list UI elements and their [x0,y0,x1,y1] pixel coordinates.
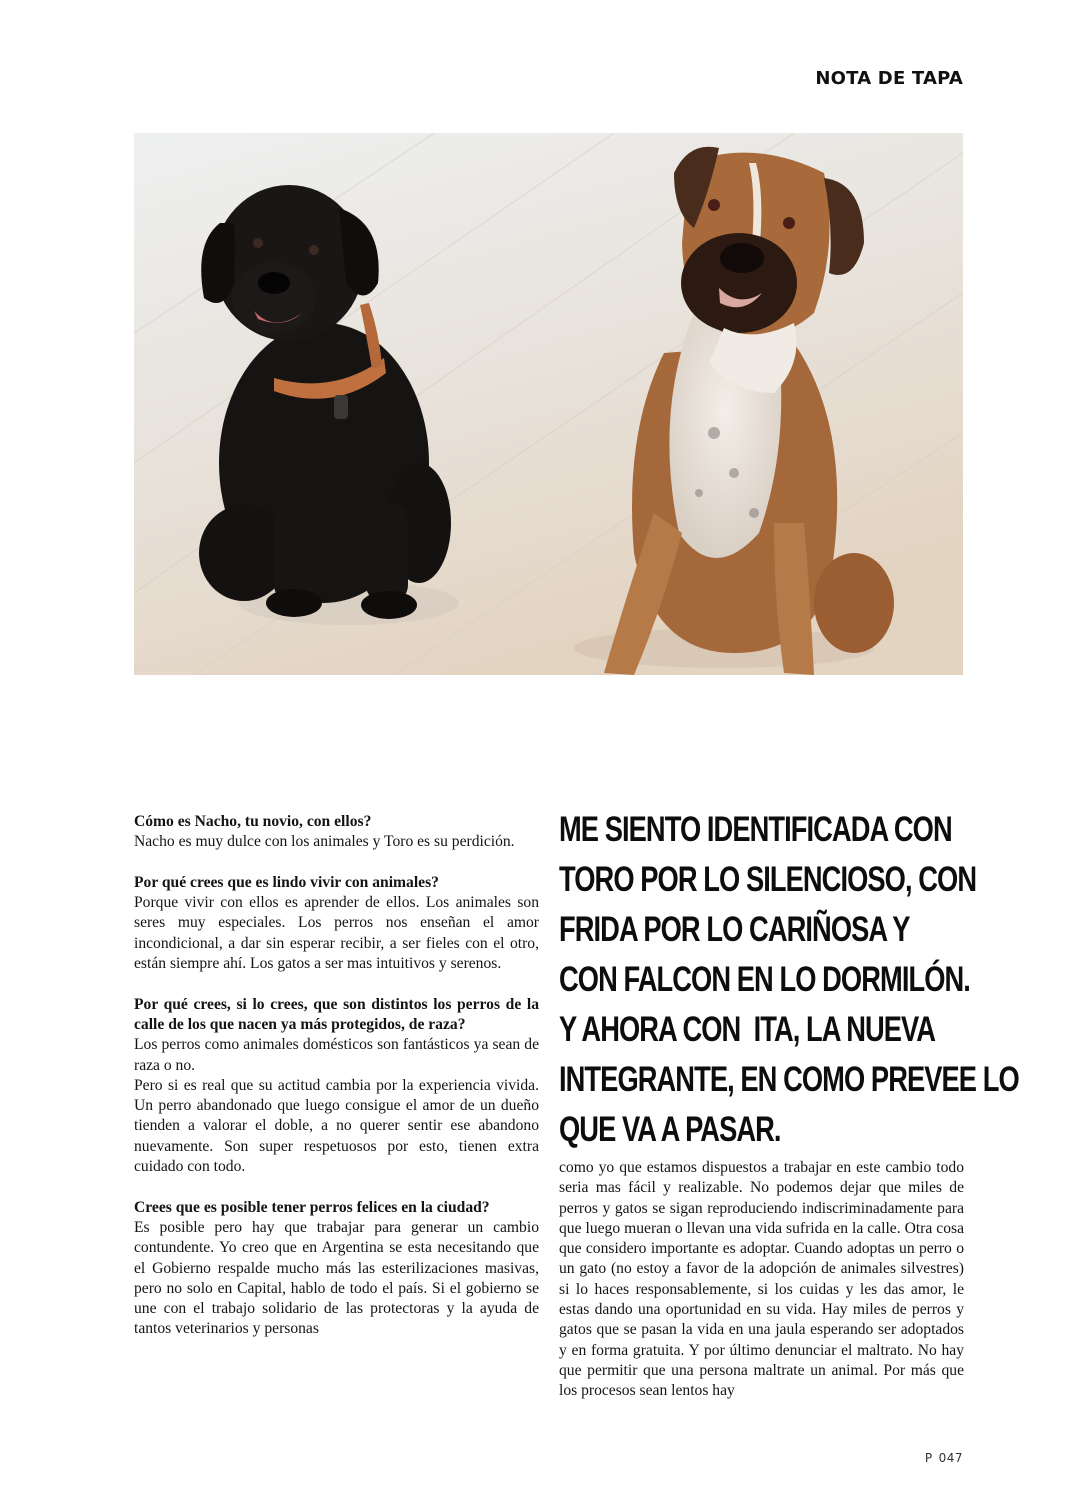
question-heading: Cómo es Nacho, tu novio, con ellos? [134,813,372,830]
answer-paragraph: Los perros como animales domésticos son fantásticos ya sean de raza o no. [134,1036,539,1074]
qa-block-lindo-vivir [134,873,539,974]
answer-paragraph: Porque vivir con ellos es aprender de ellos. Los animales son seres muy especiales. Los perros nos enseñan el amor incondicional, a dar sin esperar recibir, a ser fieles con el otro, están siempre ahí. Los gatos a ser mas intuitivos y serenos. [134,894,539,973]
pull-quote-line: ME SIENTO IDENTIFICADA CON [559,810,952,849]
pull-quote [559,805,1019,1155]
qa-block-perros-felices [134,1198,539,1340]
pull-quote-line: CON FALCON EN LO DORMILÓN. [559,960,970,999]
answer-paragraph: Nacho es muy dulce con los animales y Toro es su perdición. [134,833,515,851]
answer-paragraph: Es posible pero hay que trabajar para generar un cambio contundente. Yo creo que en Argentina se esta necesitando que el Gobierno respalde mucho más las esterilizaciones masivas, pero no solo en Capital, hablo de todo el país. Si el gobierno se une con el trabajo solidario de las protectoras y la ayuda de tantos veterinarios y personas [134,1218,539,1338]
qa-block-perros-calle [134,995,539,1178]
right-text-column [559,1158,964,1402]
pull-quote-line: QUE VA A PASAR. [559,1110,781,1149]
page-prefix: P [924,1451,933,1465]
qa-block-nacho [134,812,539,853]
page-number-value: 047 [938,1451,963,1465]
answer-paragraph: Pero si es real que su actitud cambia por la experiencia vivida. Un perro abandonado que luego consigue el amor de un dueño tienden a valorar el doble, a no querer sentir ese abandono nuevamente. Son super respetuosos por esto, tienen extra cuidado con todo. [134,1076,539,1176]
section-label: NOTA DE TAPA [815,68,963,89]
left-text-column [134,812,539,1360]
dogs-illustration [134,133,963,675]
question-heading: Por qué crees, si lo crees, que son distintos los perros de la calle de los que nacen ya más protegidos, de raza? [134,995,539,1033]
continuation-paragraph: como yo que estamos dispuestos a trabajar en este cambio todo seria mas fácil y realizable. No podemos dejar que miles de perros y gatos se sigan reproduciendo indiscriminadamente para que luego mueran o llevan una vida sufrida en la calle. Otra cosa que considero importante es adoptar. Cuando adoptas un perro o un gato (no estoy a favor de la adopción de animales silvestres) si lo haces responsablemente, si los cuidas y les das amor, le estas dando una oportunidad en su vida. Hay miles de perros y gatos que se pasan la vida en una jaula esperando ser adoptados y en forma gratuita. Y por último denunciar el maltrato. No hay que permitir que una persona maltrate un animal. Por más que los procesos sean lentos hay [559,1159,964,1400]
pull-quote-line: Y AHORA CON ITA, LA NUEVA [559,1010,936,1049]
pull-quote-line: TORO POR LO SILENCIOSO, CON [559,860,977,899]
page-number [925,1451,963,1465]
pull-quote-line: FRIDA POR LO CARIÑOSA Y [559,910,910,949]
question-heading: Crees que es posible tener perros felices en la ciudad? [134,1198,490,1216]
question-heading: Por qué crees que es lindo vivir con animales? [134,873,439,891]
dogs-photo [134,133,963,675]
pull-quote-line: INTEGRANTE, EN COMO PREVEE LO [559,1060,1019,1099]
